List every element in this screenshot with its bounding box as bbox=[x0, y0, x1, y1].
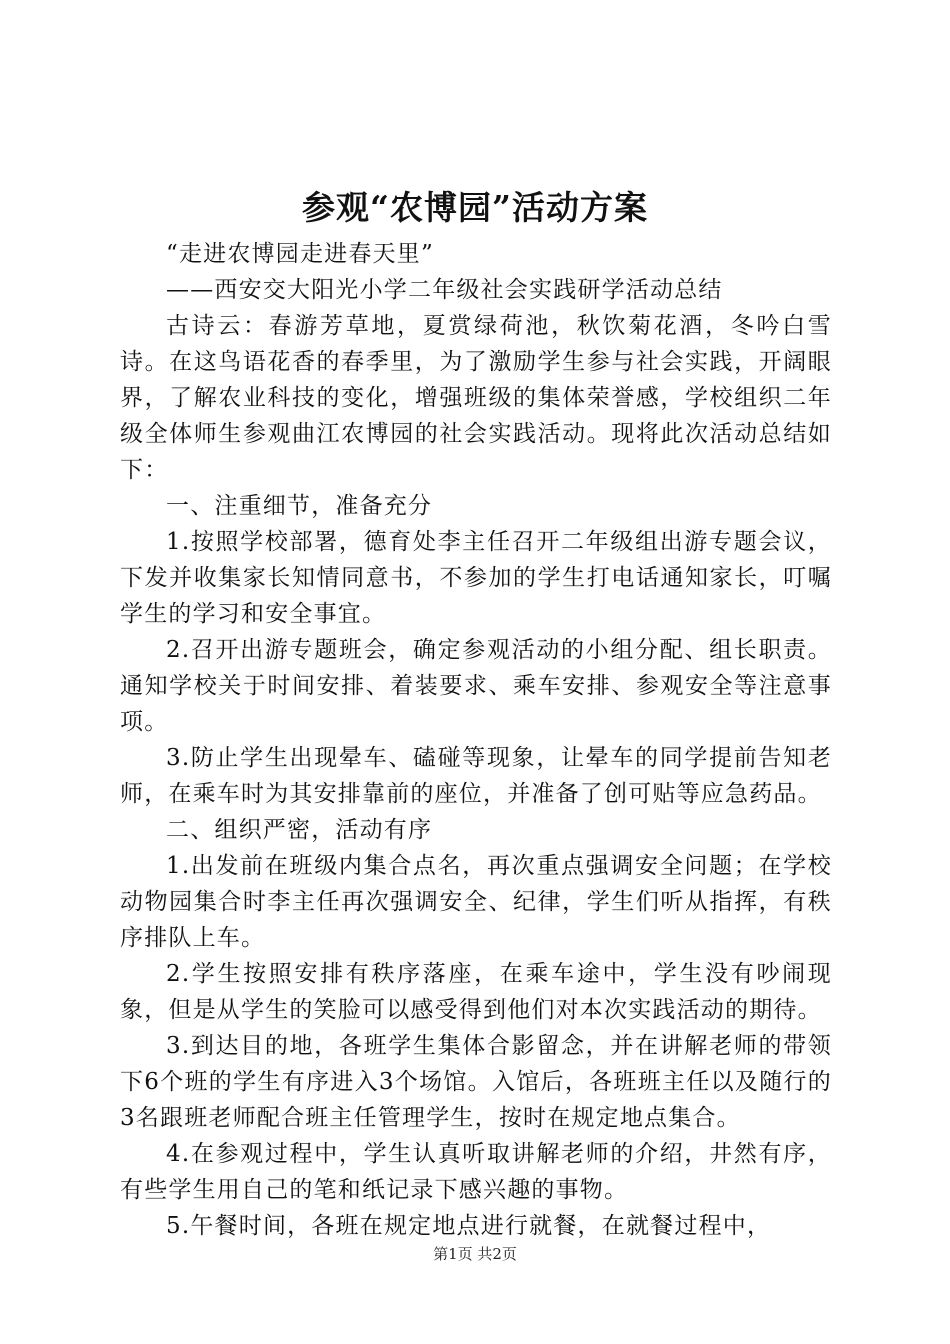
subtitle-summary: ——西安交大阳光小学二年级社会实践研学活动总结 bbox=[166, 277, 723, 303]
subtitle-slogan: “走进农博园走进春天里” bbox=[166, 241, 434, 267]
intro-paragraph: 古诗云：春游芳草地，夏赏绿荷池，秋饮菊花酒，冬吟白雪诗。在这鸟语花香的春季里，为了激励学生参与社会实践，开阔眼界，了解农业科技的变化，增强班级的集体荣誉感，学校组织二年级全体师生参观曲江农博园的社会实践活动。现将此次活动总结如下： bbox=[120, 313, 832, 483]
section-2-item-3: 3.到达目的地，各班学生集体合影留念，并在讲解老师的带领下6个班的学生有序进入3个场馆。入馆后，各班班主任以及随行的3名跟班老师配合班主任管理学生，按时在规定地点集合。 bbox=[120, 1033, 832, 1131]
section-1-item-2: 2.召开出游专题班会，确定参观活动的小组分配、组长职责。通知学校关于时间安排、着装要求、乘车安排、参观安全等注意事项。 bbox=[120, 637, 832, 735]
section-1-item-1: 1.按照学校部署，德育处李主任召开二年级组出游专题会议，下发并收集家长知情同意书，不参加的学生打电话通知家长，叮嘱学生的学习和安全事宜。 bbox=[120, 529, 832, 627]
section-heading-1: 一、注重细节，准备充分 bbox=[166, 493, 433, 519]
document-body bbox=[120, 236, 832, 1244]
document-title: 参观“农博园”活动方案 bbox=[302, 188, 648, 227]
section-2-item-1: 1.出发前在班级内集合点名，再次重点强调安全问题；在学校动物园集合时李主任再次强调安全、纪律，学生们听从指挥，有秩序排队上车。 bbox=[120, 853, 832, 951]
section-2-item-2: 2.学生按照安排有秩序落座，在乘车途中，学生没有吵闹现象，但是从学生的笑脸可以感受得到他们对本次实践活动的期待。 bbox=[120, 961, 832, 1023]
section-2-item-5: 5.午餐时间，各班在规定地点进行就餐，在就餐过程中， bbox=[166, 1213, 772, 1239]
section-heading-2: 二、组织严密，活动有序 bbox=[166, 817, 433, 843]
section-1-item-3: 3.防止学生出现晕车、磕碰等现象，让晕车的同学提前告知老师，在乘车时为其安排靠前的座位，并准备了创可贴等应急药品。 bbox=[120, 745, 832, 807]
section-2-item-4: 4.在参观过程中，学生认真听取讲解老师的介绍，井然有序，有些学生用自己的笔和纸记录下感兴趣的事物。 bbox=[120, 1141, 832, 1203]
page-number-footer: 第1页 共2页 bbox=[433, 1245, 517, 1263]
